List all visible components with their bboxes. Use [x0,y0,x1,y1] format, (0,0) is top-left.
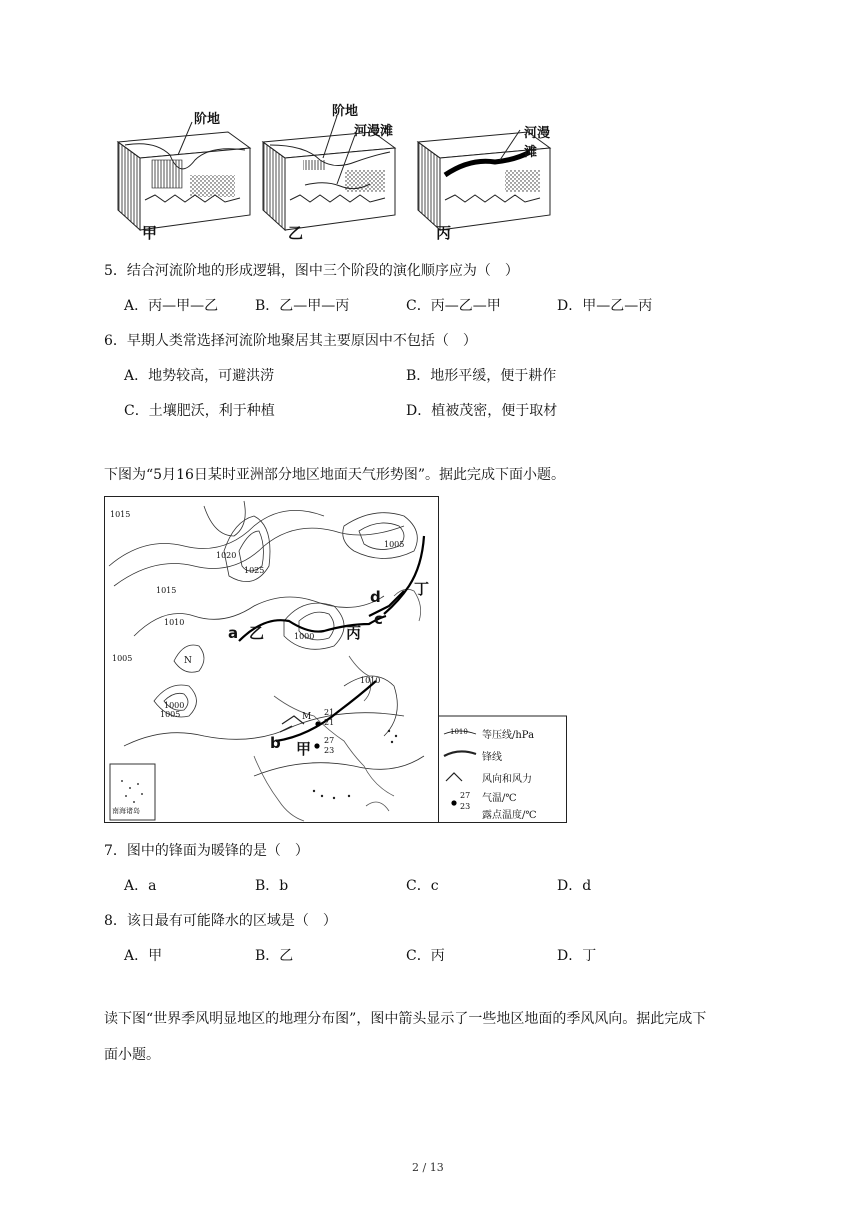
caption-bing: 丙 [436,224,452,242]
q6-option-c[interactable]: C．土壤肥沃，利于种植 [124,403,275,419]
isobar-label: 1005 [160,710,181,719]
label-floodplain-yi: 河漫滩 [354,124,394,139]
station-temp-1: 21 [324,708,335,717]
q7-option-d[interactable]: D．d [557,878,592,894]
q5-option-b[interactable]: B．乙—甲—丙 [255,298,350,314]
intro-weather: 下图为“5月16日某时亚洲部分地区地面天气形势图”。据此完成下面小题。 [104,467,566,483]
terrace-figure [100,100,560,250]
region-label-bing: 丙 [346,624,362,642]
q6-option-d[interactable]: D．植被茂密，便于取材 [406,403,558,419]
region-label-yi: 乙 [249,624,265,642]
q7-option-a[interactable]: A．a [124,878,157,894]
question-7-stem: 7．图中的锋面为暖锋的是（ ） [104,843,309,859]
question-6-stem: 6．早期人类常选择河流阶地聚居其主要原因中不包括（ ） [104,333,477,349]
q7-option-c[interactable]: C．c [406,878,439,894]
question-5-stem: 5．结合河流阶地的形成逻辑，图中三个阶段的演化顺序应为（ ） [104,263,519,279]
label-floodplain-bing: 河漫滩 [524,126,551,160]
isobar-label: 1010 [164,618,185,627]
isobar-label: 1020 [216,551,237,560]
q8-option-b[interactable]: B．乙 [255,948,294,964]
isobar-label: 1000 [294,632,315,641]
isobar-label: 1015 [110,510,131,519]
weather-map [104,496,568,824]
caption-jia: 甲 [142,224,158,242]
q8-option-c[interactable]: C．丙 [406,948,445,964]
isobar-label: 1005 [384,540,405,549]
pressure-center-m: M [302,712,312,722]
legend-sample-temp: 27 [460,791,471,800]
q5-option-d[interactable]: D．甲—乙—丙 [557,298,653,314]
region-label-ding: 丁 [414,580,430,598]
isobar-label: 1000 [164,701,185,710]
q7-option-b[interactable]: B．b [255,878,289,894]
front-label-c: c [374,610,383,628]
isobar-label: 1010 [360,676,381,685]
q6-option-b[interactable]: B．地形平缓，便于耕作 [406,368,557,384]
caption-yi: 乙 [288,224,304,242]
label-terrace-yi: 阶地 [332,104,359,119]
intro-monsoon-line2: 面小题。 [104,1047,160,1063]
station-dew-2: 23 [324,746,335,755]
legend-wind: 风向和风力 [482,774,532,785]
legend-isobar-sample: 1010 [450,728,468,736]
inset-label: 南海诸岛 [112,807,140,815]
page-number: 2 / 13 [412,1161,444,1174]
question-8-stem: 8．该日最有可能降水的区域是（ ） [104,913,337,929]
legend-sample-dew: 23 [460,802,471,811]
isobar-label: 1015 [156,586,177,595]
front-label-d: d [370,588,381,606]
terrace-panel-jia [118,122,250,230]
legend-isobar: 等压线/hPa [482,730,535,741]
station-dew-1: 21 [324,718,335,727]
region-label-jia: 甲 [296,740,312,758]
q6-option-a[interactable]: A．地势较高，可避洪涝 [124,368,275,384]
isobar-label: 1025 [244,566,265,575]
legend-front: 锋线 [482,752,502,763]
q8-option-d[interactable]: D．丁 [557,948,597,964]
pressure-center-n: N [184,656,192,666]
q5-option-a[interactable]: A．丙—甲—乙 [124,298,219,314]
front-label-b: b [270,734,281,752]
q8-option-a[interactable]: A．甲 [124,948,163,964]
q5-option-c[interactable]: C．丙—乙—甲 [406,298,501,314]
terrace-diagram-svg [100,100,560,250]
front-label-a: a [228,624,239,642]
legend-temp: 气温/℃ [482,793,517,804]
isobar-label: 1005 [112,654,133,663]
legend-dew: 露点温度/℃ [482,810,537,821]
intro-monsoon-line1: 读下图“世界季风明显地区的地理分布图”，图中箭头显示了一些地区地面的季风风向。据此完成下 [104,1011,707,1027]
label-terrace-jia: 阶地 [194,112,221,127]
station-temp-2: 27 [324,736,335,745]
